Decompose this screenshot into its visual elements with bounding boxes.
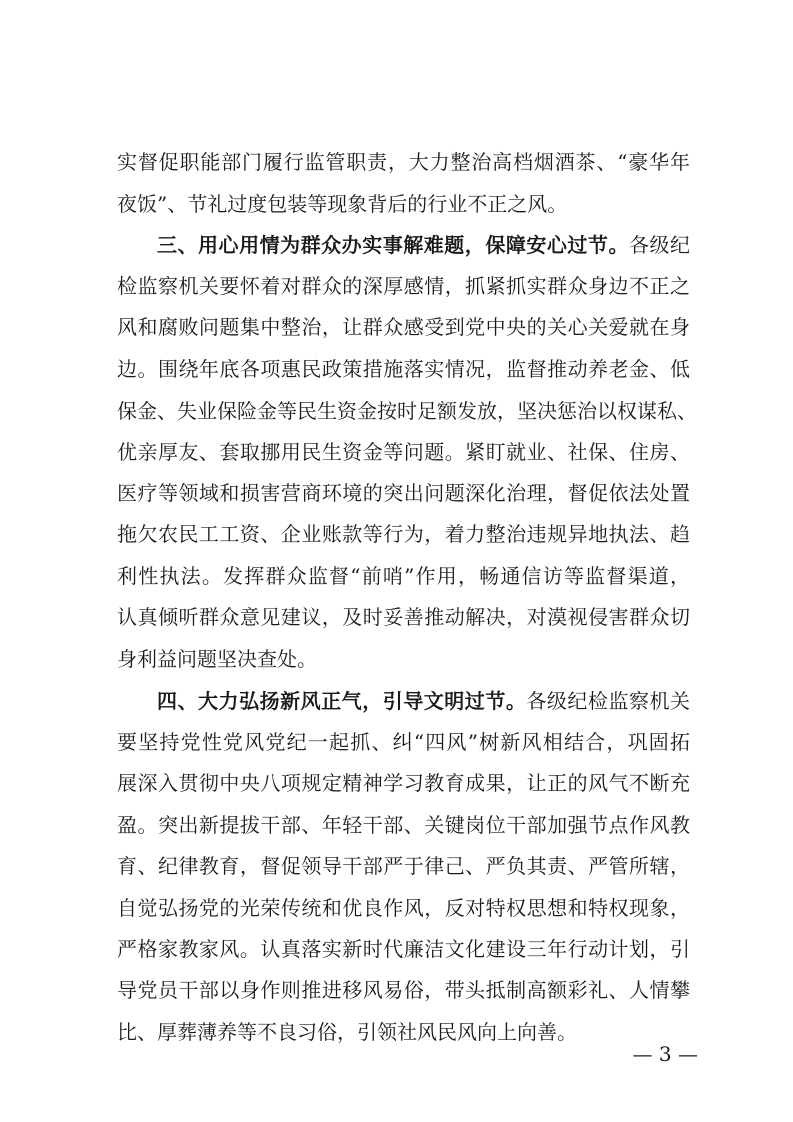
- para2-first-line: [157, 226, 690, 264]
- para3-line: 严格家教家风。认真落实新时代廉洁文化建设三年行动计划，引: [117, 937, 690, 961]
- para2-line: 检监察机关要怀着对群众的深厚感情，抓紧抓实群众身边不正之: [117, 274, 690, 298]
- para2-line: 利性执法。发挥群众监督“前哨”作用，畅通信访等监督渠道，: [117, 564, 690, 588]
- para3-line: 自觉弘扬党的光荣传统和优良作风，反对特权思想和特权现象，: [117, 896, 690, 920]
- para1-line-1: 实督促职能部门履行监管职责，大力整治高档烟酒茶、“豪华年: [117, 150, 690, 174]
- para2-line: 拖欠农民工工资、企业账款等行为，着力整治违规异地执法、趋: [117, 522, 690, 546]
- para2-line: 身利益问题坚决查处。: [117, 647, 317, 671]
- para3-line: 盈。突出新提拔干部、年轻干部、关键岗位干部加强节点作风教: [117, 813, 690, 837]
- page-number: — 3 —: [632, 1042, 698, 1066]
- para3-line: 要坚持党性党风党纪一起抓、纠“四风”树新风相结合，巩固拓: [117, 730, 690, 754]
- para2-line: 认真倾听群众意见建议，及时妥善推动解决，对漠视侵害群众切: [117, 605, 690, 629]
- para3-first-line-rest: 各级纪检监察机关: [526, 689, 691, 713]
- para2-line: 医疗等领域和损害营商环境的突出问题深化治理，督促依法处置: [117, 481, 690, 505]
- para2-line: 风和腐败问题集中整治，让群众感受到党中央的关心关爱就在身: [117, 315, 690, 339]
- para2-first-line-rest: 各级纪: [628, 233, 691, 257]
- para1-line-2: 夜饭”、节礼过度包装等现象背后的行业不正之风。: [117, 192, 568, 216]
- para3-line: 展深入贯彻中央八项规定精神学习教育成果，让正的风气不断充: [117, 771, 690, 795]
- para2-line: 优亲厚友、套取挪用民生资金等问题。紧盯就业、社保、住房、: [117, 440, 690, 464]
- para2-line: 保金、失业保险金等民生资金按时足额发放，坚决惩治以权谋私、: [117, 399, 697, 423]
- para3-line: 比、厚葬薄养等不良习俗，引领社风民风向上向善。: [117, 1020, 577, 1044]
- para3-line: 育、纪律教育，督促领导干部严于律己、严负其责、严管所辖，: [117, 854, 690, 878]
- para3-first-line: [157, 682, 690, 720]
- para3-line: 导党员干部以身作则推进移风易俗，带头抵制高额彩礼、人情攀: [117, 978, 690, 1002]
- para2-heading: 三、用心用情为群众办实事解难题，保障安心过节。: [157, 233, 629, 257]
- para2-line: 边。围绕年底各项惠民政策措施落实情况，监督推动养老金、低: [117, 357, 690, 381]
- para3-heading: 四、大力弘扬新风正气，引导文明过节。: [157, 689, 527, 713]
